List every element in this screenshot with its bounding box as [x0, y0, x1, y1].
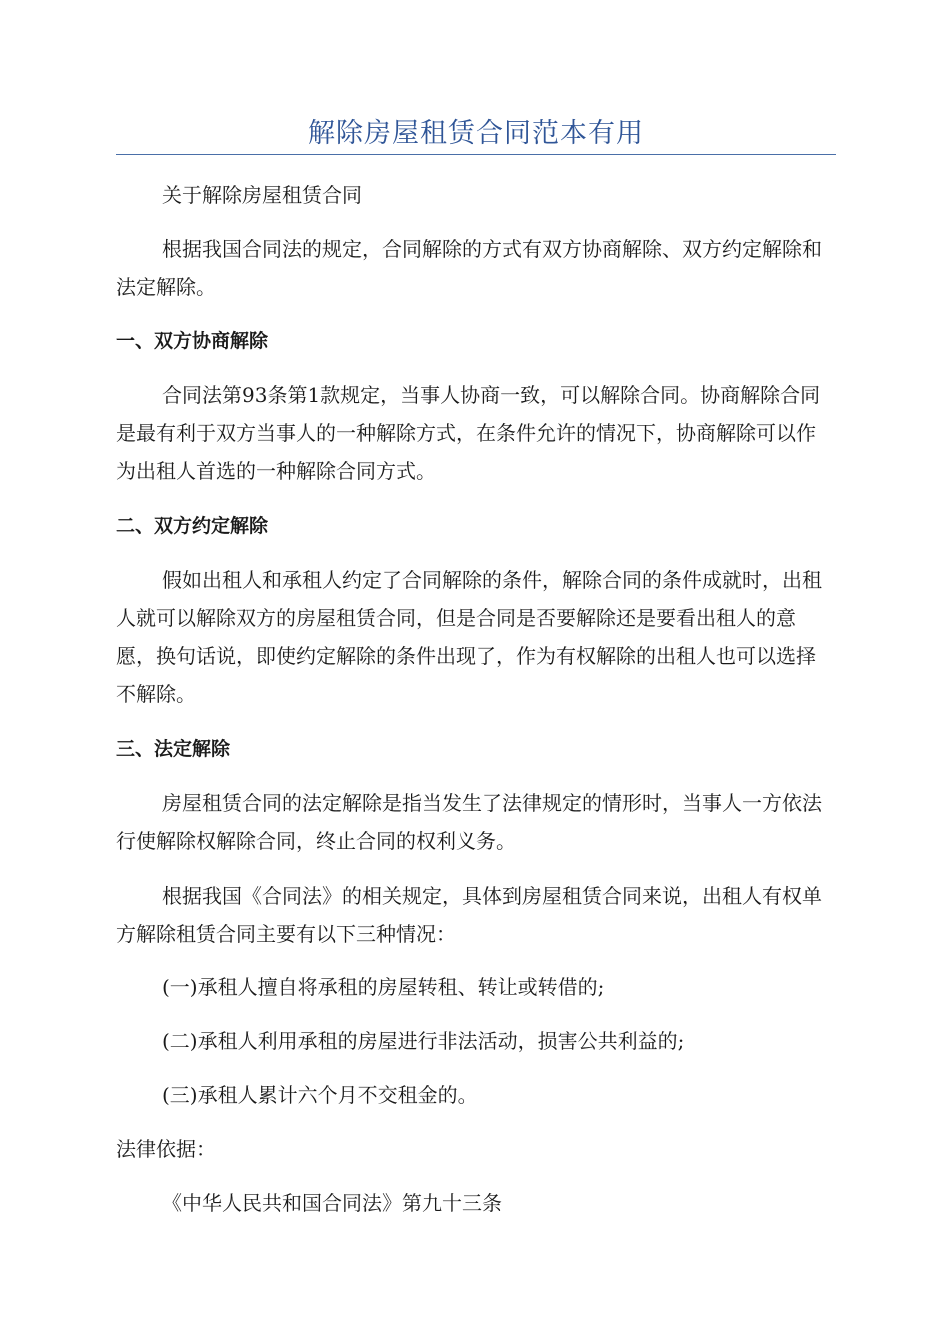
section3-heading: 三、法定解除 [116, 738, 231, 760]
list-item: (一)承租人擅自将承租的房屋转租、转让或转借的; [162, 975, 605, 999]
legal-basis-label: 法律依据： [116, 1137, 216, 1161]
legal-basis-reference: 《中华人民共和国合同法》第九十三条 [162, 1191, 502, 1215]
list-item: (三)承租人累计六个月不交租金的。 [162, 1083, 478, 1107]
section3-body2: 根据我国《合同法》的相关规定，具体到房屋租赁合同来说，出租人有权单方解除租赁合同主要有以下三种情况： [116, 884, 822, 946]
lead-paragraph: 根据我国合同法的规定，合同解除的方式有双方协商解除、双方约定解除和法定解除。 [116, 237, 822, 299]
section1-body: 合同法第93条第1款规定，当事人协商一致，可以解除合同。协商解除合同是最有利于双方当事人的一种解除方式，在条件允许的情况下，协商解除可以作为出租人首选的一种解除合同方式。 [116, 383, 821, 483]
intro-paragraph: 关于解除房屋租赁合同 [162, 183, 362, 207]
list-item: (二)承租人利用承租的房屋进行非法活动，损害公共利益的; [162, 1029, 685, 1053]
section3-body: 房屋租赁合同的法定解除是指当发生了法律规定的情形时，当事人一方依法行使解除权解除合同，终止合同的权利义务。 [116, 791, 822, 853]
title-underline [116, 154, 836, 155]
section2-body: 假如出租人和承租人约定了合同解除的条件，解除合同的条件成就时，出租人就可以解除双方的房屋租赁合同，但是合同是否要解除还是要看出租人的意愿，换句话说，即使约定解除的条件出现了，作为有权解除的出租人也可以选择不解除。 [116, 568, 822, 706]
section2-heading: 二、双方约定解除 [116, 515, 269, 537]
section1-heading: 一、双方协商解除 [116, 330, 269, 352]
document-title: 解除房屋租赁合同范本有用 [308, 118, 644, 149]
